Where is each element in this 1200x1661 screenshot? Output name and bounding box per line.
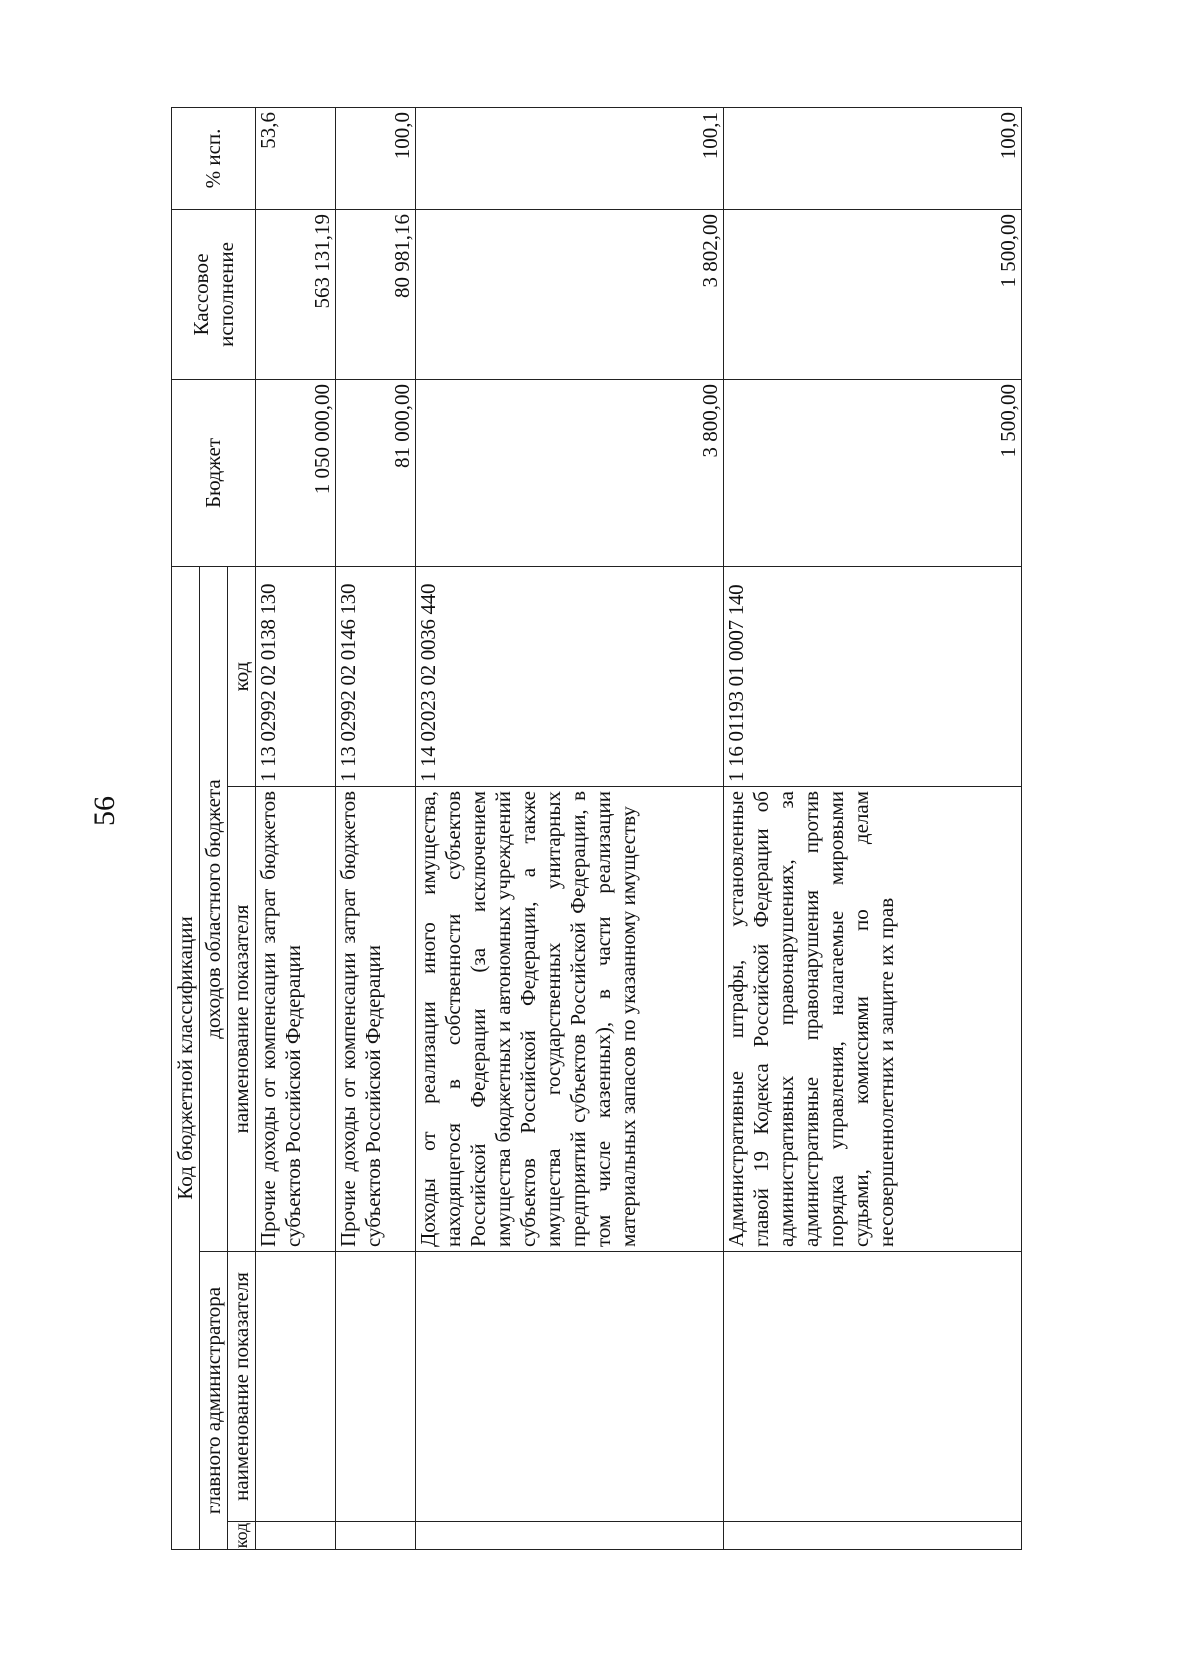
admin-name-cell — [724, 1252, 1022, 1522]
budget-header: Бюджет — [172, 379, 256, 566]
admin-code-cell — [416, 1522, 724, 1550]
budget-cell: 1 500,00 — [724, 379, 1022, 566]
admin-name-cell — [416, 1252, 724, 1522]
income-code-cell: 1 16 01193 01 0007 140 — [724, 566, 1022, 786]
income-code-cell: 1 13 02992 02 0146 130 — [336, 566, 416, 786]
cash-cell: 80 981,16 — [336, 209, 416, 379]
table-row — [336, 107, 416, 1549]
percent-cell: 100,0 — [336, 107, 416, 209]
budget-cell: 1 050 000,00 — [256, 379, 336, 566]
table-row — [256, 107, 336, 1549]
income-group-header: доходов областного бюджета — [200, 566, 228, 1251]
budget-cell: 3 800,00 — [416, 379, 724, 566]
admin-name-cell — [336, 1252, 416, 1522]
table-row — [724, 107, 1022, 1549]
income-code-cell: 1 13 02992 02 0138 130 — [256, 566, 336, 786]
percent-cell: 100,0 — [724, 107, 1022, 209]
admin-name-cell — [256, 1252, 336, 1522]
admin-code-cell — [256, 1522, 336, 1550]
percent-cell: 100,1 — [416, 107, 724, 209]
income-name-cell: Прочие доходы от компенсации затрат бюджетов субъектов Российской Федерации — [336, 787, 416, 1252]
admin-code-header: код — [228, 1522, 256, 1550]
table-row — [416, 107, 724, 1549]
cash-header: Кассовое исполнение — [172, 209, 256, 379]
percent-header: % исп. — [172, 107, 256, 209]
income-name-cell: Прочие доходы от компенсации затрат бюджетов субъектов Российской Федерации — [256, 787, 336, 1252]
percent-cell: 53,6 — [256, 107, 336, 209]
income-name-cell: Доходы от реализации иного имущества, находящегося в собственности субъектов Российской Федерации (за исключением имущества бюджетных и автономных учреждений субъектов Российской Федерации, а также имущества государственных унитарных предприятий субъектов Российской Федерации, в том числе казенных), в части реализации материальных запасов по указанному имуществу — [416, 787, 724, 1252]
header-row-1 — [172, 107, 200, 1549]
page-number: 56 — [88, 796, 121, 826]
admin-name-header: наименование показателя — [228, 1252, 256, 1522]
income-name-header: наименование показателя — [228, 787, 256, 1252]
classification-header: Код бюджетной классификации — [172, 566, 200, 1549]
income-code-cell: 1 14 02023 02 0036 440 — [416, 566, 724, 786]
cash-cell: 3 802,00 — [416, 209, 724, 379]
income-code-header: код — [228, 566, 256, 786]
cash-cell: 563 131,19 — [256, 209, 336, 379]
admin-code-cell — [724, 1522, 1022, 1550]
rotated-table-container — [171, 108, 1021, 1550]
admin-code-cell — [336, 1522, 416, 1550]
income-name-cell: Административные штрафы, установленные главой 19 Кодекса Российской Федерации об административных правонарушениях, за административные правонарушения против порядка управления, налагаемые мировыми судьями, комиссиями по делам несовершеннолетних и защите их прав — [724, 787, 1022, 1252]
cash-cell: 1 500,00 — [724, 209, 1022, 379]
budget-cell: 81 000,00 — [336, 379, 416, 566]
admin-group-header: главного администратора — [200, 1252, 228, 1550]
budget-table — [171, 107, 1022, 1550]
